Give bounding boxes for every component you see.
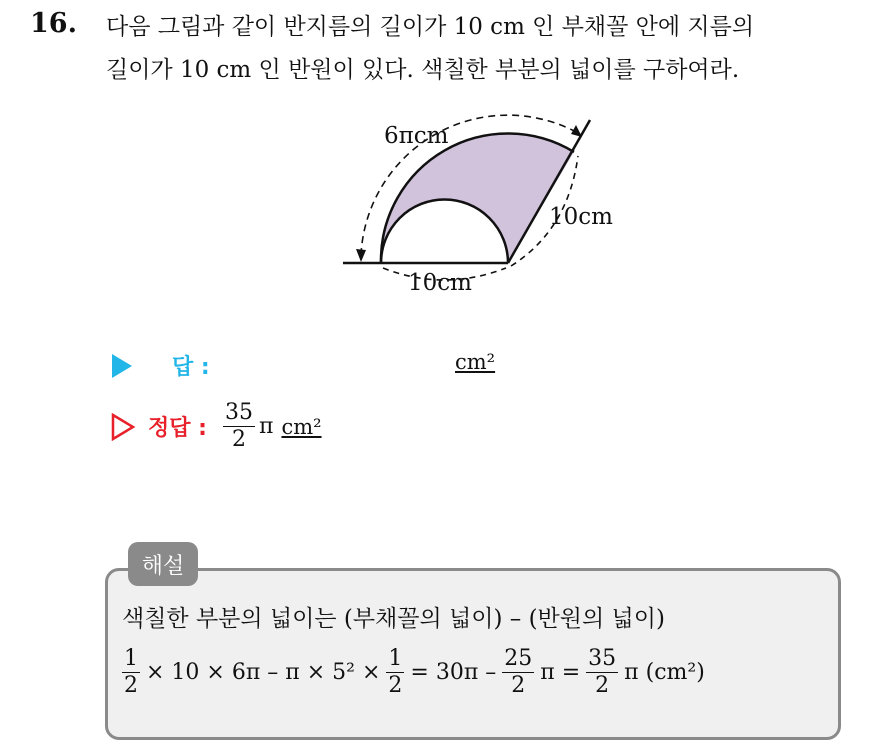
- diameter-label: 10cm: [408, 270, 472, 296]
- answer-unit: cm²: [455, 350, 496, 374]
- fraction-2: [386, 646, 404, 699]
- fraction-2-denominator: 2: [388, 673, 403, 698]
- correct-fraction: [223, 400, 255, 453]
- correct-answer-label: 정답 :: [148, 416, 207, 441]
- correct-numerator: 35: [224, 400, 253, 425]
- fraction-1: [122, 646, 140, 699]
- fraction-3-denominator: 2: [511, 673, 526, 698]
- solution-term-4: π (cm²): [624, 660, 705, 685]
- fraction-1-numerator: 1: [124, 646, 138, 671]
- correct-denominator: 2: [231, 427, 246, 452]
- fraction-1-denominator: 2: [124, 673, 138, 698]
- solution-line1: 색칠한 부분의 넓이는 (부채꼴의 넓이) – (반원의 넓이): [122, 606, 665, 632]
- arrowhead-arc-start: [356, 249, 366, 262]
- fraction-3: [502, 646, 534, 699]
- fraction-4: [586, 646, 618, 699]
- correct-answer-row: [110, 400, 322, 453]
- solution-line2: [120, 646, 709, 699]
- radius-label: 10cm: [549, 204, 613, 230]
- solution-term-1: × 10 × 6π – π × 5² ×: [146, 660, 381, 685]
- answer-label: 답 :: [172, 355, 210, 380]
- fraction-2-numerator: 1: [388, 646, 403, 671]
- solution-tag: 해설: [128, 542, 198, 586]
- question-number: 16.: [30, 8, 77, 39]
- correct-unit: cm²: [281, 414, 322, 439]
- fraction-4-denominator: 2: [595, 673, 610, 698]
- question-text-line2: 길이가 10 cm 인 반원이 있다. 색칠한 부분의 넓이를 구하여라.: [106, 57, 740, 83]
- correct-pi: π: [258, 414, 274, 439]
- question-text-line1: 다음 그림과 같이 반지름의 길이가 10 cm 인 부채꼴 안에 지름의: [106, 14, 755, 40]
- arc-length-label: 6πcm: [384, 123, 449, 149]
- fraction-4-numerator: 35: [588, 646, 617, 671]
- solution-term-2: = 30π –: [410, 660, 497, 685]
- fraction-3-numerator: 25: [504, 646, 533, 671]
- filled-triangle-icon: [110, 353, 134, 379]
- solution-term-3: π =: [540, 660, 581, 685]
- answer-row: [110, 350, 210, 381]
- sector-figure: [330, 108, 630, 298]
- outline-triangle-icon: [110, 413, 136, 441]
